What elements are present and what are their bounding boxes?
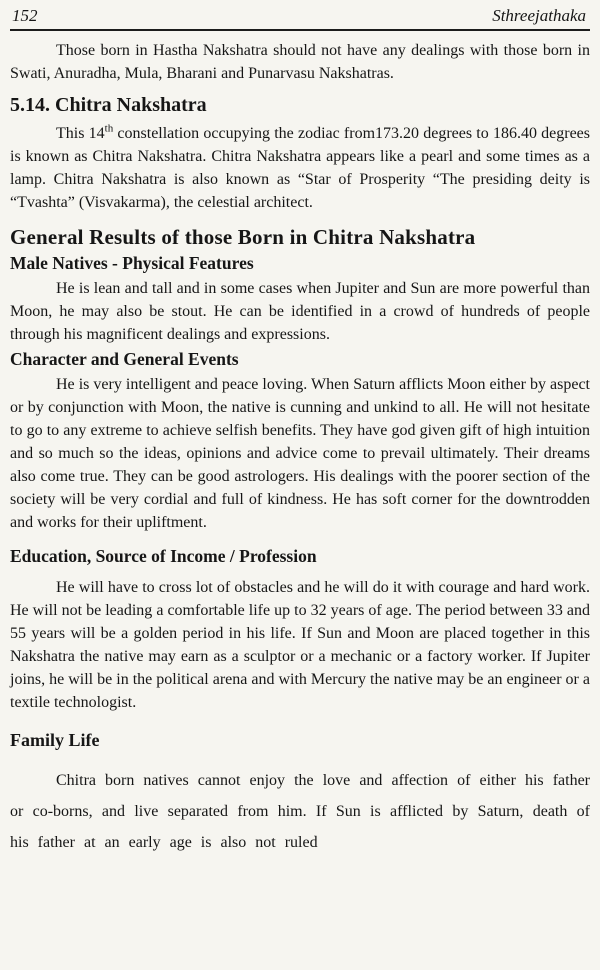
paragraph-male-physical-features: He is lean and tall and in some cases when Jupiter and Sun are more powerful than Moon, he may also be stout. He can be identified in a crowd of hundreds of people through his magnificent dealings and expressions. (10, 280, 590, 344)
paragraph-character-general-events: He is very intelligent and peace loving. When Saturn afflicts Moon either by aspect or by conjunction with Moon, the native is cunning and unkind to all. He will not hesitate to go to any extreme to achieve selfish benefits. They have god given gift of high intuition and so much so the ideas, opinions and advice come to prevail ultimately. Their dreams also come true. They can be good astrologers. His dealings with the poorer section of the society will be very cordial and full of kindness. He has soft corner for the downtrodden and works for their upliftment. (10, 376, 590, 532)
book-title: Sthreejathaka (492, 6, 586, 25)
general-results-heading: General Results of those Born in Chitra Nakshatra (10, 225, 476, 250)
section-education-income-profession (10, 546, 590, 714)
page-header (10, 4, 590, 29)
header-rule (10, 29, 590, 31)
section-male-physical-features (10, 253, 590, 346)
paragraph-chitra-intro (10, 122, 590, 214)
page-number: 152 (12, 6, 38, 25)
subheading-family-life: Family Life (10, 729, 100, 750)
subheading-education-income-profession: Education, Source of Income / Profession (10, 545, 317, 566)
subheading-character-general-events: Character and General Events (10, 349, 239, 370)
paragraph-education-income-profession: He will have to cross lot of obstacles and he will do it with courage and hard work. He will not be leading a comfortable life up to 32 years of age. The period between 33 and 55 years will be a golden period in his life. If Sun and Moon are placed together in this Nakshatra the native may earn as a sculptor or a mechanic or a factory worker. If Jupiter joins, he will be in the political arena and with Mercury the native may be an engineer or a textile technologist. (10, 578, 590, 711)
chitra-intro-text-post: constellation occupying the zodiac from173.20 degrees to 186.40 degrees is known as Chitra Nakshatra. Chitra Nakshatra appears like a pearl and some times as a lamp. Chitra Nakshatra is also known as “Star of Prosperity “The presiding deity is “Tvashta” (Visvakarma), the celestial architect. (10, 125, 591, 212)
chitra-intro-text-pre: This 14 (56, 125, 105, 143)
paragraph-family-life: Chitra born natives cannot enjoy the love and affection of either his father or co-borns, and live separated from him. If Sun is afflicted by Saturn, death of his father at an early age is also not ruled (10, 771, 590, 852)
section-character-general-events (10, 349, 590, 534)
section-family-life (10, 730, 590, 859)
paragraph-hastha-warning: Those born in Hastha Nakshatra should not have any dealings with those born in Swati, Anuradha, Mula, Bharani and Punarvasu Nakshatras. (10, 42, 590, 83)
ordinal-superscript: th (104, 122, 114, 135)
subheading-male-physical-features: Male Natives - Physical Features (10, 253, 254, 274)
section-heading-chitra-nakshatra: 5.14. Chitra Nakshatra (10, 94, 207, 117)
